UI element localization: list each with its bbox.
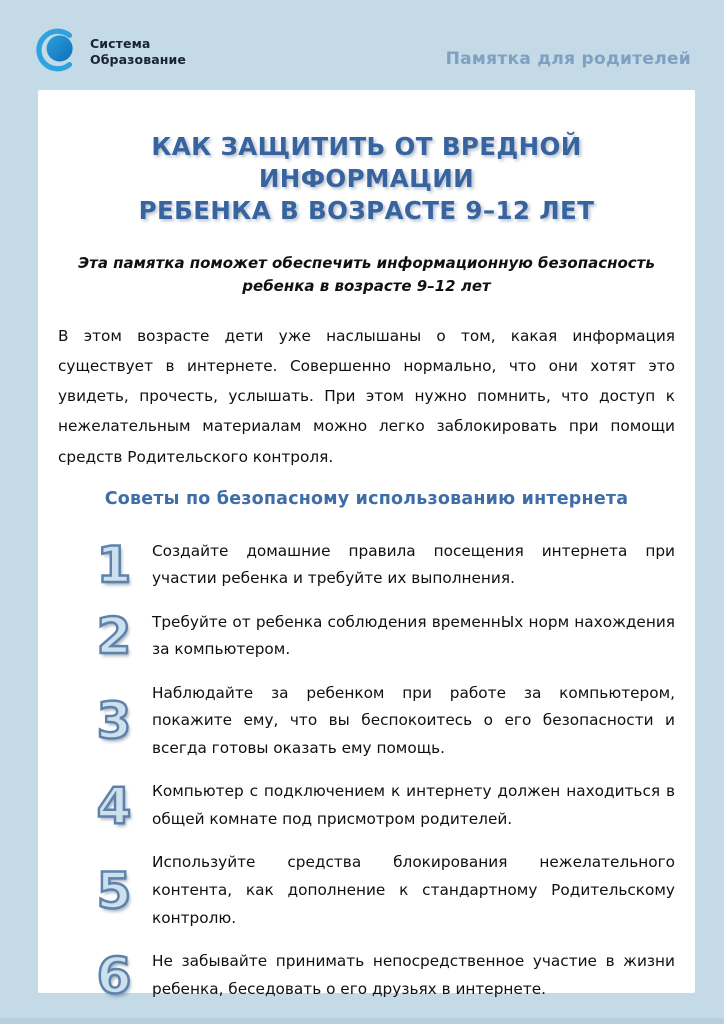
logo-text-line2: Образование: [90, 52, 186, 67]
tip-item: [91, 538, 675, 593]
subtitle-line1: Эта памятка поможет обеспечить информационную безопасность: [78, 253, 655, 272]
tip-text: Используйте средства блокирования нежелательного контента, как дополнение к стандартному Родительскому контролю.: [152, 853, 675, 927]
logo-text-line1: Система: [90, 35, 151, 51]
tip-number: 4: [96, 776, 132, 835]
header-right-label: Памятка для родителей: [445, 49, 691, 69]
tip-text: Создайте домашние правила посещения интернета при участии ребенка и требуйте их выполнения.: [152, 541, 675, 588]
tip-text: Не забывайте принимать непосредственное участие в жизни ребенка, беседовать о его друзьях в интернете.: [152, 952, 675, 998]
tip-item: [91, 849, 675, 932]
page-title-line2: РЕБЕНКА В ВОЗРАСТЕ 9–12 ЛЕТ: [138, 195, 595, 225]
page-title-line1: КАК ЗАЩИТИТЬ ОТ ВРЕДНОЙ ИНФОРМАЦИИ: [151, 132, 582, 193]
tips-list: [91, 538, 675, 1003]
intro-paragraph: В этом возрасте дети уже наслышаны о том, какая информация существует в интернете. Совершенно нормально, что они хотят это увидеть, прочесть, услышать. При этом нужно помнить, что доступ к нежелательным материалам можно легко заблокировать при помощи средств Родительского контроля.: [58, 327, 675, 466]
subtitle-line2: ребенка в возрасте 9–12 лет: [242, 276, 491, 295]
tip-text: Требуйте от ребенка соблюдения временнЫх норм нахождения за компьютером.: [152, 612, 675, 659]
tip-item: [91, 778, 675, 833]
tip-number: 1: [96, 536, 132, 595]
tip-item: [91, 609, 675, 664]
tip-number: 3: [96, 692, 132, 751]
subtitle: [58, 252, 675, 299]
tip-text: Компьютер с подключением к интернету должен находиться в общей комнате под присмотром родителей.: [152, 782, 675, 828]
content-card: [38, 90, 695, 1005]
logo-text: [90, 36, 186, 69]
orbit-sphere-logo-icon: [33, 26, 81, 78]
tip-text: Наблюдайте за ребенком при работе за компьютером, покажите ему, что вы беспокоитесь о его безопасности и всегда готовы оказать ему помощь.: [152, 683, 675, 757]
tip-item: [91, 948, 675, 1003]
tip-item: [91, 680, 675, 763]
tip-number: 5: [96, 861, 132, 920]
tip-number: 2: [96, 607, 132, 666]
page-title: [58, 131, 675, 227]
section-heading: Советы по безопасному использованию интернета: [104, 488, 629, 509]
logo: [33, 26, 186, 78]
tip-number: 6: [96, 946, 132, 1005]
bottom-edge-strip: [0, 1018, 724, 1024]
